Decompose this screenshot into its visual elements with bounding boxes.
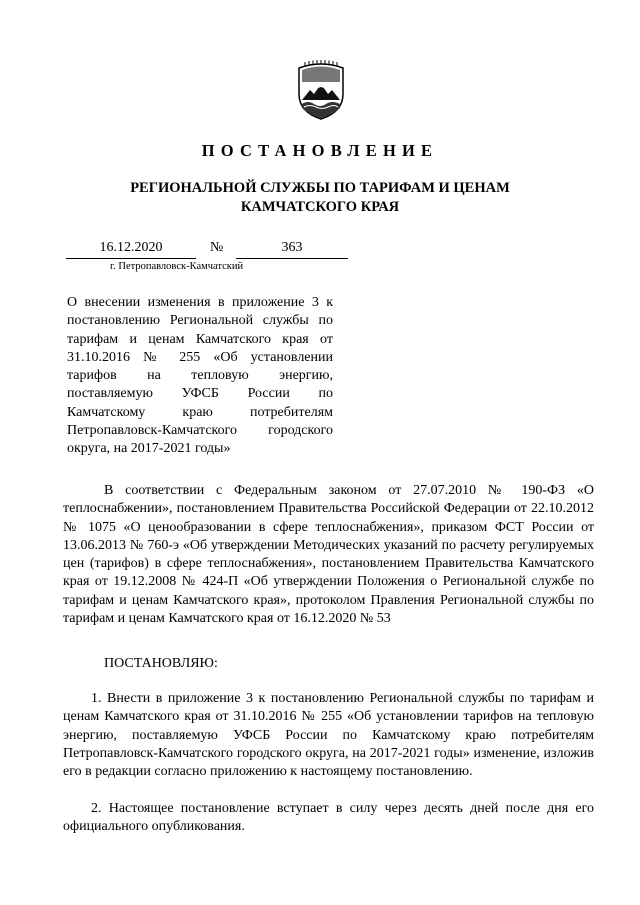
document-type-title: ПОСТАНОВЛЕНИЕ <box>201 141 439 160</box>
document-date: 16.12.2020 <box>66 240 196 259</box>
subject-line: поставляемую УФСБ России по <box>67 386 333 402</box>
decree-word: ПОСТАНОВЛЯЮ: <box>104 656 218 671</box>
number-sign: № <box>210 240 224 255</box>
subject-line: Камчатскому краю потребителям <box>67 404 333 420</box>
decree-item-1: 1. Внести в приложение 3 к постановлению Региональной службы по тарифам и ценам Камчатского края от 31.10.2016 № 255 «Об установлении тарифов на тепловую энергию, поставляемую УФСБ России по Камчатскому краю потребителям Петропавловск-Камчатского городского округа, на 2017-2021 годы» изменение, изложив его в редакции согласно приложению к настоящему постановлению. <box>63 691 594 780</box>
authority-line: КАМЧАТСКОГО КРАЯ <box>240 199 400 215</box>
issuing-authority <box>0 179 640 217</box>
document-subject <box>67 294 333 459</box>
subject-line: 31.10.2016 № 255 «Об установлении <box>67 349 333 365</box>
subject-line: округа, на 2017-2021 годы» <box>67 441 231 457</box>
city-name: г. Петропавловск-Камчатский <box>110 261 244 272</box>
decree-item-2: 2. Настоящее постановление вступает в силу через десять дней после дня его официального опубликования. <box>63 801 594 835</box>
document-number: 363 <box>236 240 348 259</box>
subject-line: тарифов на тепловую энергию, <box>67 368 333 384</box>
subject-line: О внесении изменения в приложение 3 к <box>67 295 333 310</box>
subject-line: постановлению Региональной службы по <box>67 313 333 329</box>
preamble-paragraph: В соответствии с Федеральным законом от 27.07.2010 № 190-ФЗ «О теплоснабжении», постановлением Правительства Российской Федерации от 22.10.2012 № 1075 «О ценообразовании в сфере теплоснабжения», приказом ФСТ России от 13.06.2013 № 760-э «Об утверждении Методических указаний по расчету регулируемых цен (тарифов) в сфере теплоснабжения», постановлением Правительства Камчатского края от 19.12.2008 № 424-П «Об утверждении Положения о Региональной службе по тарифам и ценам Камчатского края», протоколом Правления Региональной службы по тарифам и ценам Камчатского края от 16.12.2020 № 53 <box>63 483 594 627</box>
authority-line: РЕГИОНАЛЬНОЙ СЛУЖБЫ ПО ТАРИФАМ И ЦЕНАМ <box>130 180 510 196</box>
subject-line: Петропавловск-Камчатского городского <box>67 423 333 439</box>
coat-of-arms-emblem <box>296 60 346 120</box>
subject-line: тарифам и ценам Камчатского края от <box>67 331 333 347</box>
